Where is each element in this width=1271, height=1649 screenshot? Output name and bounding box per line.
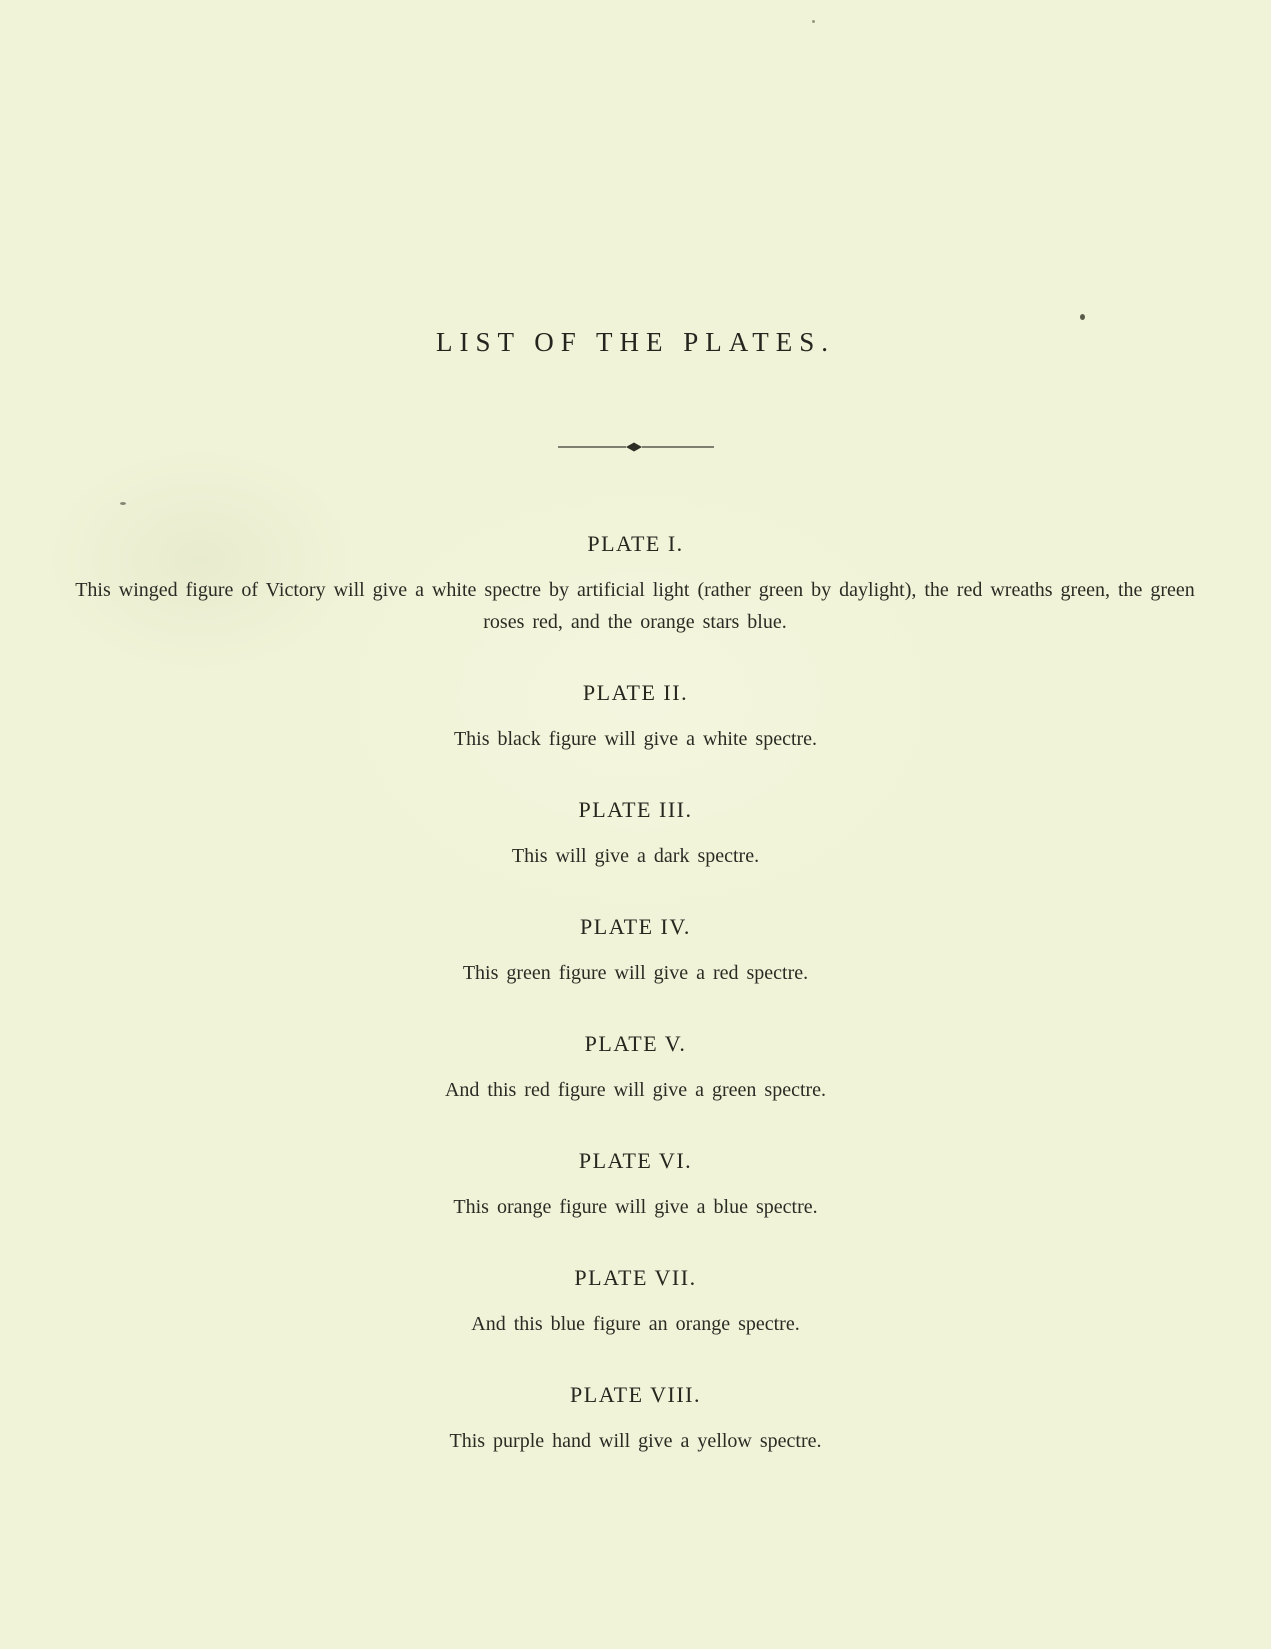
divider-ornament-icon (556, 440, 716, 454)
plate-description: And this blue figure an orange spectre. (471, 1313, 800, 1335)
plate-description: This purple hand will give a yellow spectre. (449, 1430, 822, 1452)
ink-speck (812, 20, 815, 23)
plate-description: This green figure will give a red spectre. (462, 962, 809, 984)
plate-heading: PLATE VI. (578, 1148, 693, 1173)
plate-heading: PLATE III. (578, 797, 693, 822)
plate-heading: PLATE II. (582, 680, 689, 705)
plate-description: This black figure will give a white spectre. (453, 728, 818, 750)
plate-heading: PLATE VII. (574, 1265, 697, 1290)
plate-description: This orange figure will give a blue spectre. (453, 1196, 818, 1218)
plate-heading: PLATE VIII. (570, 1382, 701, 1407)
plate-description: This will give a dark spectre. (511, 845, 760, 867)
plate-heading: PLATE IV. (580, 914, 691, 939)
plate-description: This winged figure of Victory will give a white spectre by artificial light (rather green by daylight), the red wreaths green, the green roses red, and the orange stars blue. (75, 579, 1195, 633)
ink-speck (1080, 314, 1085, 320)
page-title: LIST OF THE PLATES. (435, 327, 836, 357)
plate-heading: PLATE V. (584, 1031, 687, 1056)
plate-heading: PLATE I. (587, 531, 684, 556)
plate-description: And this red figure will give a green spectre. (444, 1079, 827, 1101)
ink-speck (120, 502, 126, 505)
